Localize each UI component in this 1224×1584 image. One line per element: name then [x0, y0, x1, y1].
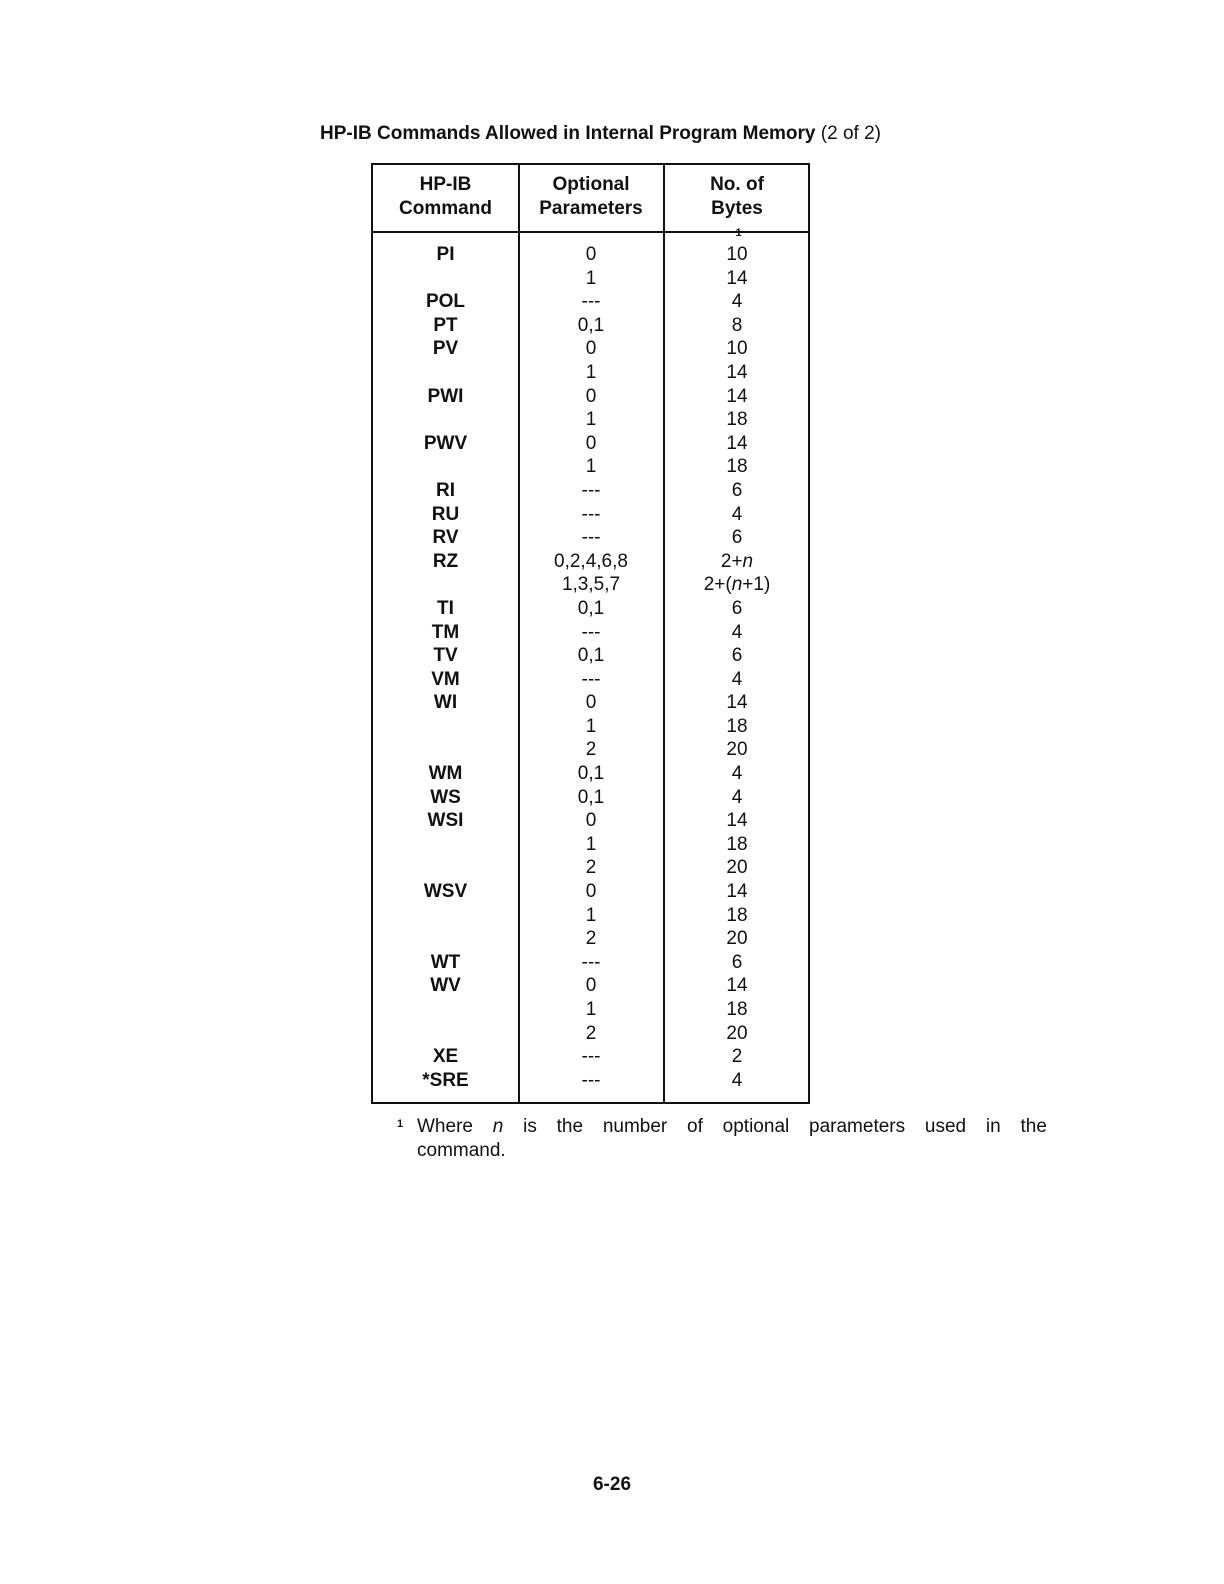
bytes-cell: 6 — [731, 527, 743, 549]
page-number: 6-26 — [592, 1474, 632, 1495]
table-row — [373, 856, 808, 880]
table-row — [373, 408, 808, 432]
table-row — [373, 290, 808, 314]
header-bytes-line2 — [664, 197, 810, 249]
bytes-cell: 20 — [726, 739, 748, 761]
parameters-cell: 0 — [585, 881, 597, 903]
bytes-cell: 6 — [731, 597, 743, 619]
command-cell: VM — [431, 668, 460, 690]
bytes-cell: 4 — [731, 1069, 743, 1091]
table-row — [373, 1045, 808, 1069]
footnote-word: number — [602, 1116, 668, 1137]
commands-table — [371, 163, 810, 1104]
parameters-cell: --- — [581, 479, 601, 501]
bytes-cell: 18 — [726, 715, 748, 737]
command-cell: TM — [431, 621, 460, 643]
bytes-cell: 14 — [726, 432, 748, 454]
header-bytes-line1: No. of — [710, 174, 764, 195]
parameters-cell: 0 — [585, 975, 597, 997]
bytes-cell: 20 — [726, 1022, 748, 1044]
table-row — [373, 809, 808, 833]
table-title-main: HP-IB Commands Allowed in Internal Program Memory — [320, 123, 816, 144]
footnote-word: Where — [417, 1116, 473, 1137]
parameters-cell: 1 — [585, 999, 597, 1020]
header-parameters — [518, 173, 664, 221]
parameters-cell: --- — [581, 527, 601, 549]
table-row — [373, 927, 808, 951]
command-cell: PWV — [423, 432, 468, 454]
bytes-cell: 14 — [726, 810, 748, 832]
command-cell: TV — [433, 645, 458, 667]
footnote-word: optional — [722, 1116, 790, 1137]
parameters-cell: 1 — [585, 409, 597, 431]
table-row — [373, 573, 808, 597]
table-row — [373, 644, 808, 668]
parameters-cell: --- — [581, 1069, 601, 1091]
table-body — [373, 243, 808, 1092]
bytes-cell: 20 — [726, 928, 748, 950]
parameters-cell: 2 — [585, 1022, 597, 1044]
header-bytes-label: Bytes — [711, 198, 763, 219]
footnote-word: is — [523, 1116, 537, 1137]
table-row — [373, 1022, 808, 1046]
parameters-cell: 0,1 — [577, 763, 605, 785]
parameters-cell: 1 — [585, 904, 597, 926]
parameters-cell: --- — [581, 1046, 601, 1068]
command-cell: TI — [437, 597, 454, 619]
bytes-cell: 4 — [731, 621, 743, 643]
parameters-cell: 2 — [585, 928, 597, 950]
command-cell: RU — [431, 503, 460, 525]
command-cell: PT — [433, 314, 458, 336]
table-row — [373, 621, 808, 645]
table-row — [373, 951, 808, 975]
table-title-suffix: (2 of 2) — [820, 123, 881, 144]
command-cell: WT — [430, 951, 461, 973]
footnote-line1 — [417, 1115, 1047, 1139]
table-row — [373, 762, 808, 786]
parameters-cell: 0 — [585, 244, 597, 265]
footnote-word: of — [687, 1116, 703, 1137]
parameters-cell: --- — [581, 621, 601, 643]
table-row — [373, 385, 808, 409]
parameters-cell: 0 — [585, 810, 597, 832]
footnote-word: used — [924, 1116, 967, 1137]
footnote-word: the — [556, 1116, 584, 1137]
table-row — [373, 998, 808, 1022]
command-cell: WV — [430, 975, 461, 997]
bytes-cell: 18 — [726, 904, 748, 926]
footnote-line2: command. — [417, 1140, 506, 1161]
table-row — [373, 432, 808, 456]
parameters-cell: --- — [581, 503, 601, 525]
footnote-word: in — [985, 1116, 1001, 1137]
bytes-cell: 20 — [726, 857, 748, 879]
bytes-cell: 6 — [731, 951, 743, 973]
parameters-cell: 1 — [585, 833, 597, 855]
table-row — [373, 880, 808, 904]
bytes-cell: 4 — [731, 763, 743, 785]
parameters-cell: --- — [581, 291, 601, 313]
command-cell: *SRE — [422, 1069, 469, 1091]
command-cell: POL — [425, 291, 466, 313]
command-cell: PWI — [427, 385, 464, 407]
bytes-cell: 10 — [726, 244, 748, 265]
table-row — [373, 550, 808, 574]
command-cell: XE — [432, 1046, 459, 1068]
footnote-word: the — [1020, 1116, 1047, 1137]
bytes-cell: 14 — [726, 692, 748, 714]
bytes-cell: 18 — [726, 999, 748, 1020]
table-row — [373, 597, 808, 621]
table-row — [373, 738, 808, 762]
command-cell: WM — [428, 763, 463, 785]
bytes-cell: 8 — [731, 314, 743, 336]
bytes-cell: 4 — [731, 786, 743, 808]
table-row — [373, 904, 808, 928]
header-parameters-line2: Parameters — [539, 198, 643, 219]
parameters-cell: --- — [581, 668, 601, 690]
bytes-cell: 6 — [731, 479, 743, 501]
parameters-cell: 1,3,5,7 — [561, 574, 621, 596]
table-row — [373, 337, 808, 361]
table-row — [373, 691, 808, 715]
bytes-cell: 14 — [726, 267, 748, 289]
table-row — [373, 833, 808, 857]
command-cell: WI — [433, 692, 458, 714]
parameters-cell: 0 — [585, 338, 597, 360]
table-row — [373, 503, 808, 527]
table-row — [373, 715, 808, 739]
bytes-cell: 10 — [726, 338, 748, 360]
command-cell: WSV — [423, 881, 468, 903]
table-row — [373, 786, 808, 810]
bytes-cell: 18 — [726, 409, 748, 431]
bytes-cell: 2+(n+1) — [703, 574, 771, 596]
command-cell: PV — [432, 338, 459, 360]
table-row — [373, 1069, 808, 1093]
command-cell: RI — [436, 479, 455, 501]
bytes-cell: 2+n — [720, 550, 754, 572]
table-row — [373, 267, 808, 291]
bytes-cell: 14 — [726, 361, 748, 383]
bytes-cell: 18 — [726, 456, 748, 478]
command-cell: PI — [436, 244, 455, 265]
header-command-line1: HP-IB — [419, 174, 472, 195]
table-row — [373, 455, 808, 479]
bytes-cell: 4 — [731, 291, 743, 313]
parameters-cell: 0,2,4,6,8 — [554, 550, 628, 572]
parameters-cell: 0 — [585, 692, 597, 714]
table-row — [373, 314, 808, 338]
table-row — [373, 526, 808, 550]
bytes-cell: 14 — [726, 881, 748, 903]
parameters-cell: 1 — [585, 456, 597, 478]
parameters-cell: 0 — [585, 385, 597, 407]
footnote-word: n — [492, 1116, 504, 1137]
header-parameters-line1: Optional — [552, 174, 630, 195]
bytes-cell: 2 — [731, 1046, 743, 1068]
command-cell: WSI — [427, 810, 464, 832]
parameters-cell: 0,1 — [577, 786, 605, 808]
bytes-cell: 4 — [731, 668, 743, 690]
header-bytes — [664, 173, 810, 249]
table-row — [373, 974, 808, 998]
parameters-cell: 0,1 — [577, 597, 605, 619]
table-row — [373, 361, 808, 385]
bytes-cell: 6 — [731, 645, 743, 667]
table-row — [373, 243, 808, 267]
footnote-reference: 1 — [735, 227, 742, 239]
command-cell: RZ — [432, 550, 459, 572]
parameters-cell: 0 — [585, 432, 597, 454]
bytes-cell: 18 — [726, 833, 748, 855]
table-row — [373, 479, 808, 503]
command-cell: RV — [432, 527, 459, 549]
footnote-mark: 1 — [397, 1118, 404, 1130]
parameters-cell: 2 — [585, 739, 597, 761]
bytes-cell: 14 — [726, 975, 748, 997]
footnote — [397, 1115, 1047, 1163]
header-command — [373, 173, 518, 221]
parameters-cell: 1 — [585, 267, 597, 289]
parameters-cell: 0,1 — [577, 314, 605, 336]
table-title — [320, 123, 881, 145]
bytes-cell: 14 — [726, 385, 748, 407]
parameters-cell: 2 — [585, 857, 597, 879]
parameters-cell: 0,1 — [577, 645, 605, 667]
header-command-line2: Command — [399, 198, 492, 219]
bytes-cell: 4 — [731, 503, 743, 525]
table-row — [373, 668, 808, 692]
parameters-cell: 1 — [585, 361, 597, 383]
footnote-word: parameters — [809, 1116, 906, 1137]
parameters-cell: 1 — [585, 715, 597, 737]
parameters-cell: --- — [581, 951, 601, 973]
command-cell: WS — [430, 786, 461, 808]
